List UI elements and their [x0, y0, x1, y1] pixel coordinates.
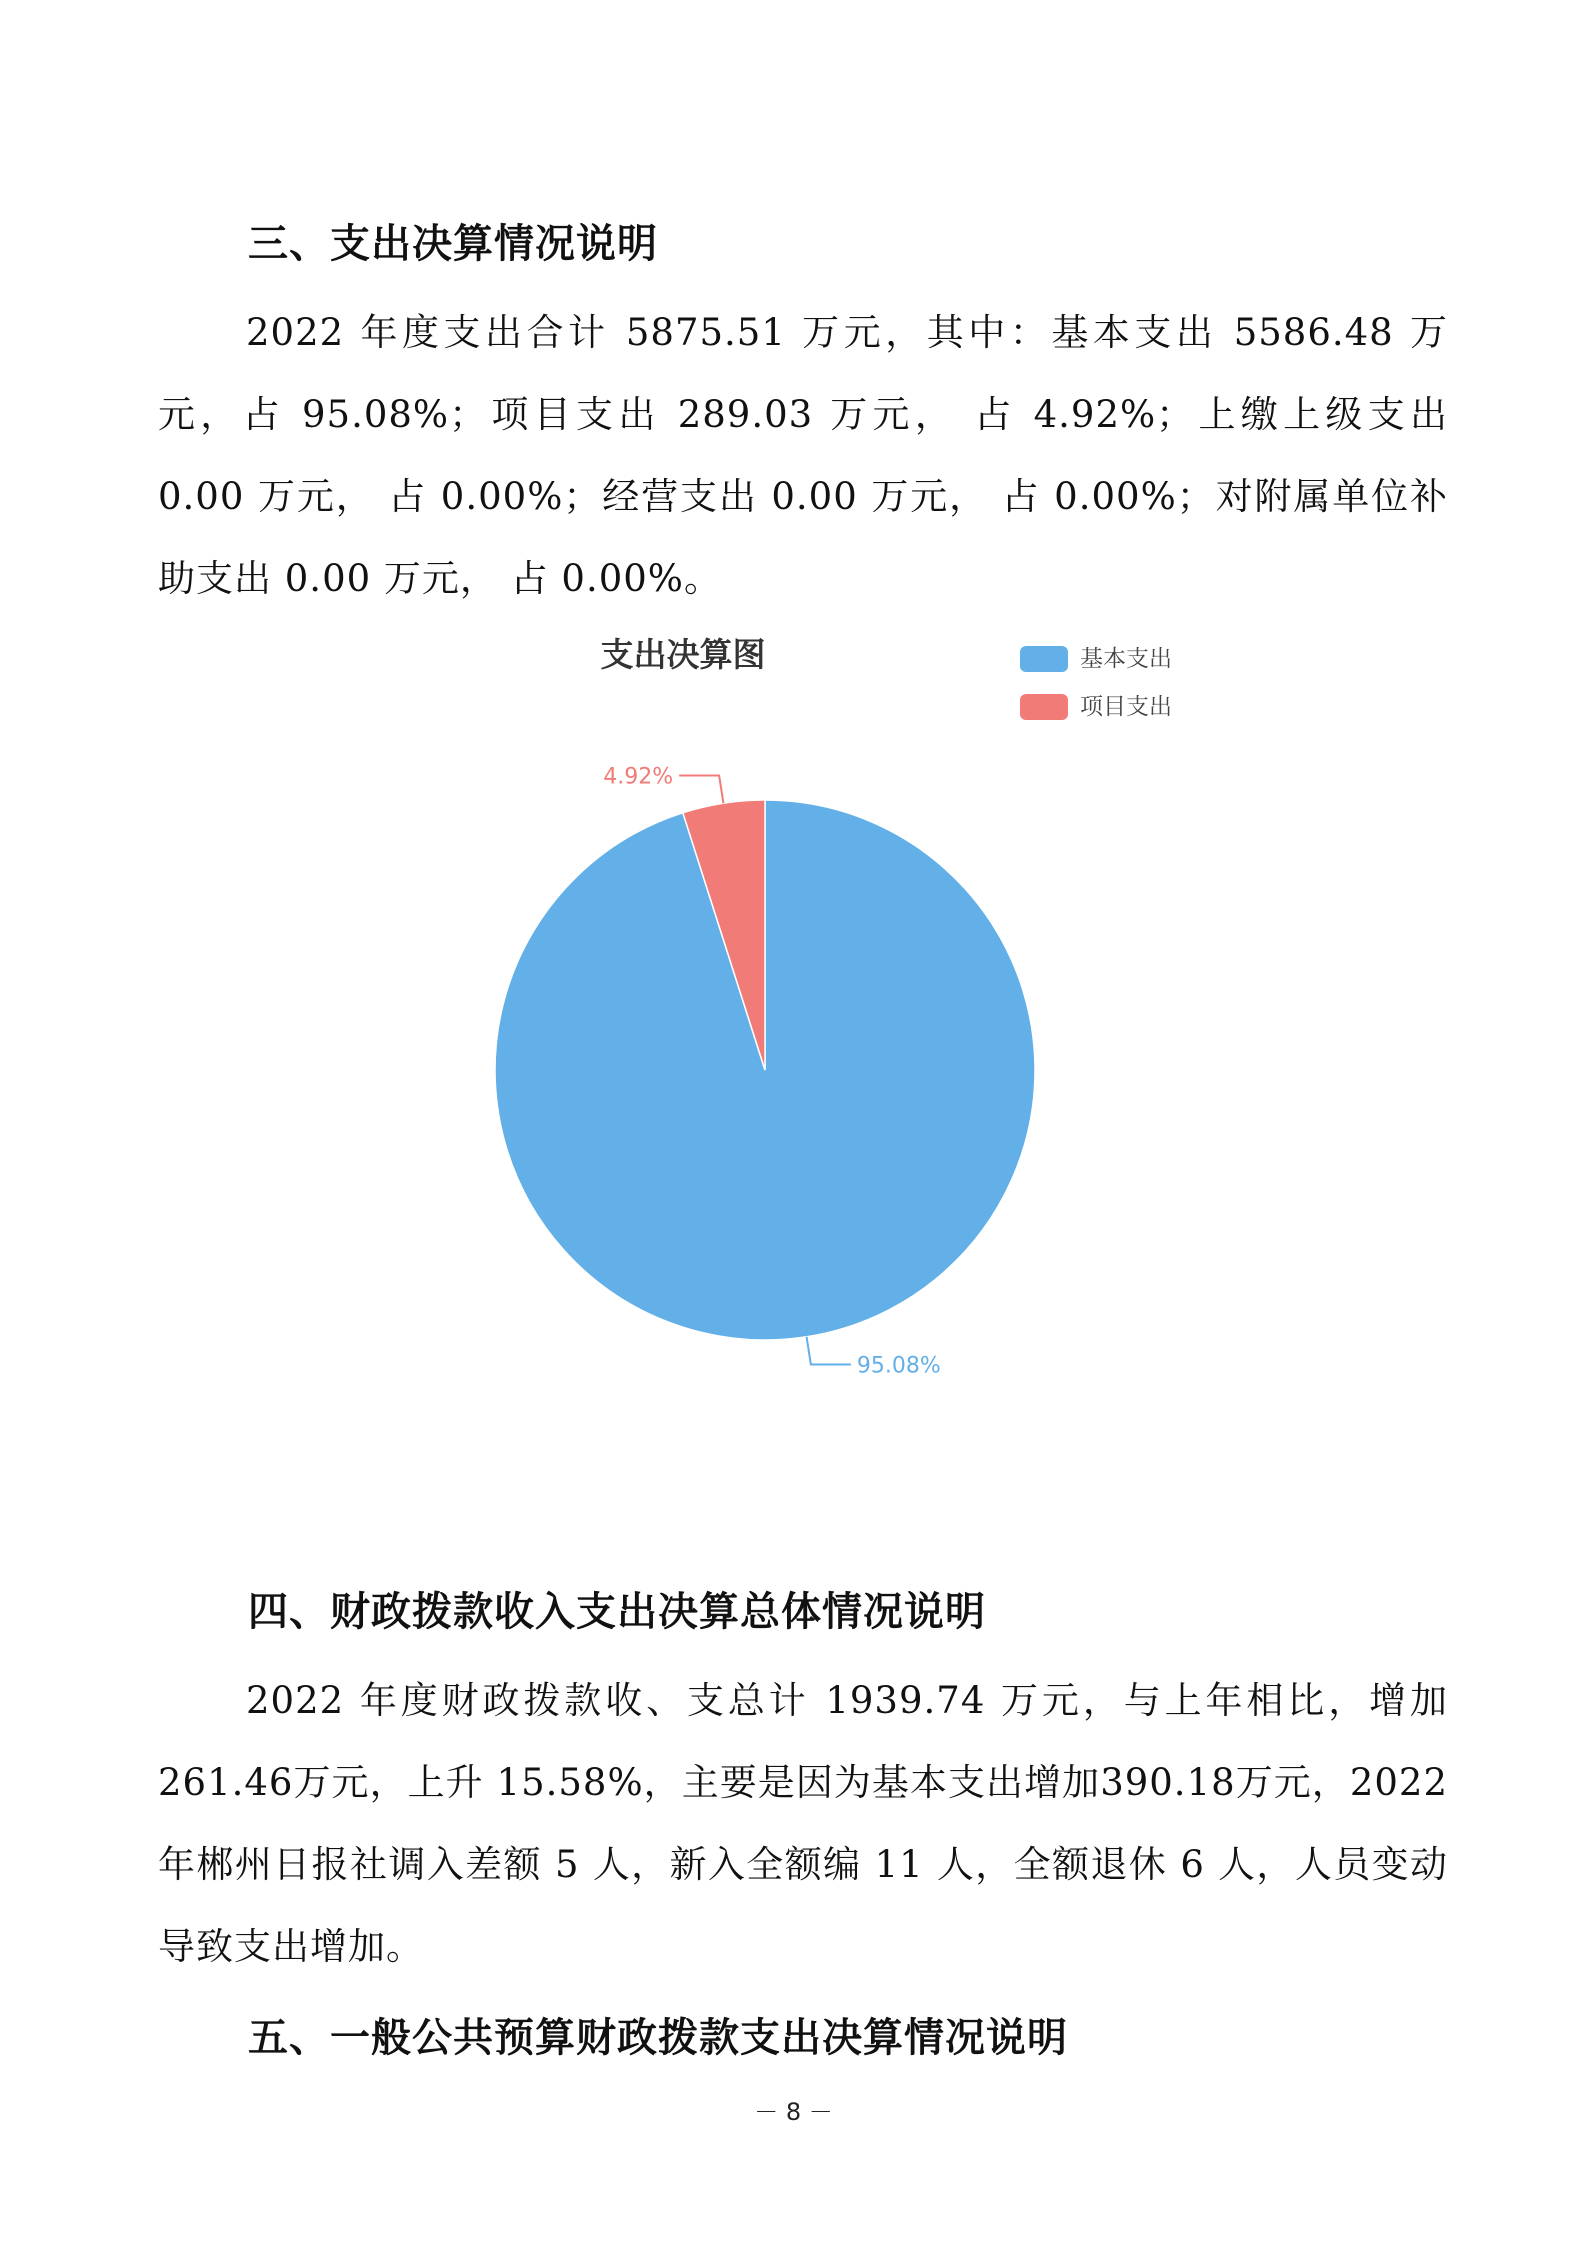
expenditure-pie-chart — [470, 620, 1172, 1420]
section-4-heading: 四、财政拨款收入支出决算总体情况说明 — [248, 1589, 986, 1635]
chart-title: 支出决算图 — [600, 635, 766, 674]
legend-label: 基本支出 — [1080, 646, 1172, 672]
pie-data-label: 95.08% — [856, 1353, 941, 1379]
page-number: － 8 － — [754, 2098, 833, 2126]
pie-chart-svg — [470, 620, 1172, 1420]
pie-data-label: 4.92% — [603, 764, 674, 790]
section-3-heading: 三、支出决算情况说明 — [248, 221, 658, 267]
legend-swatch — [1020, 646, 1068, 672]
legend-swatch — [1020, 694, 1068, 720]
pie-leader-line — [679, 776, 723, 804]
section-3-paragraph: 2022 年度支出合计 5875.51 万元，其中：基本支出 5586.48 万元，占 95.08%；项目支出 289.03 万元， 占 4.92%；上缴上级支出 0.00 万元， 占 0.00%；经营支出 0.00 万元， 占 0.00%；对附属单位补助支出 0.00 万元， 占 0.00%。 — [158, 311, 1448, 600]
legend-label: 项目支出 — [1080, 694, 1172, 720]
pie-slices — [495, 800, 1035, 1340]
chart-legend — [1020, 646, 1172, 720]
section-5-heading: 五、一般公共预算财政拨款支出决算情况说明 — [248, 2015, 1068, 2061]
section-4-paragraph: 2022 年度财政拨款收、支总计 1939.74 万元，与上年相比，增加 261.46万元，上升 15.58%，主要是因为基本支出增加390.18万元，2022 年郴州日报社调入差额 5 人，新入全额编 11 人，全额退休 6 人，人员变动导致支出增加。 — [158, 1679, 1448, 1968]
pie-leader-line — [807, 1337, 851, 1365]
